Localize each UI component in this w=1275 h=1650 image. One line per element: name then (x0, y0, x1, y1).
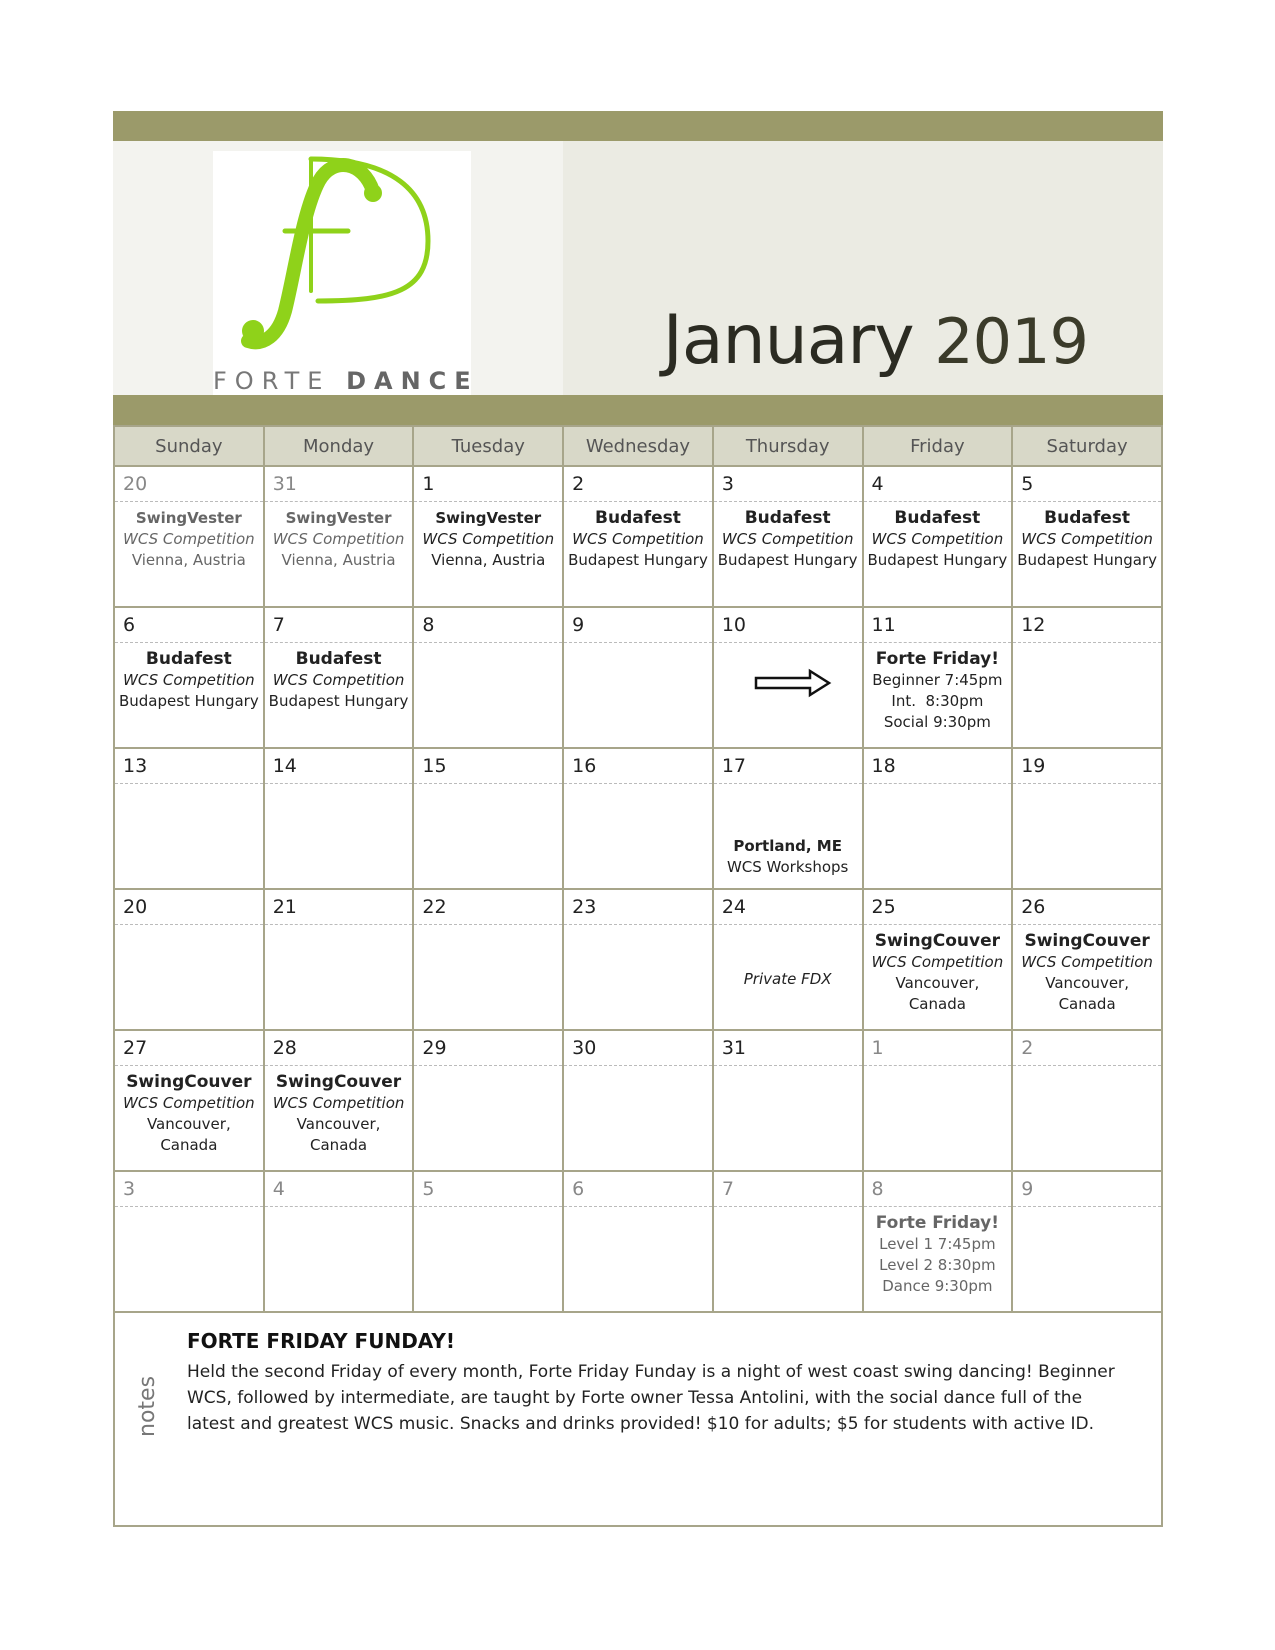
event-type: WCS Competition (123, 530, 255, 548)
event (714, 925, 862, 990)
day-number: 21 (265, 890, 413, 925)
day-cell[interactable] (863, 748, 1013, 889)
event-line: Int. 8:30pm (891, 692, 984, 710)
day-number: 28 (265, 1031, 413, 1066)
event-title: Budafest (595, 508, 681, 528)
event-title: Forte Friday! (875, 1213, 999, 1233)
week-row (114, 607, 1162, 748)
day-cell[interactable] (863, 466, 1013, 607)
notes-label: notes (135, 1375, 160, 1437)
notes-title: FORTE FRIDAY FUNDAY! (187, 1329, 455, 1353)
event-title: Budafest (1044, 508, 1131, 528)
day-number: 7 (265, 608, 413, 643)
event-line: Level 2 8:30pm (879, 1256, 996, 1274)
day-number: 16 (564, 749, 712, 784)
day-cell[interactable] (413, 466, 563, 607)
day-number: 9 (1013, 1172, 1161, 1207)
event-location: Budapest Hungary (568, 551, 708, 569)
day-cell[interactable] (114, 607, 264, 748)
day-number: 30 (564, 1031, 712, 1066)
weekday-saturday: Saturday (1012, 426, 1162, 466)
event (115, 1066, 263, 1156)
day-number: 3 (115, 1172, 263, 1207)
notes-body: Held the second Friday of every month, Forte Friday Funday is a night of west coast swing dancing! Beginner WCS, followed by intermediate, are taught by Forte owner Tessa Antolini, with the social dance full of the latest and greatest WCS music. Snacks and drinks provided! $10 for adults; $5 for students with active ID. (187, 1362, 1115, 1434)
weekday-monday: Monday (264, 426, 414, 466)
event (864, 502, 1012, 571)
day-cell[interactable] (1012, 889, 1162, 1030)
event-type: WCS Competition (871, 530, 1004, 548)
event-line: Vancouver, (146, 1115, 231, 1133)
year: 2019 (934, 305, 1088, 378)
day-cell[interactable] (563, 466, 713, 607)
month-name: January (662, 301, 914, 380)
event-line: Vancouver, (1045, 974, 1129, 992)
event-location: Budapest Hungary (268, 692, 409, 710)
day-number: 18 (864, 749, 1012, 784)
day-number: 15 (414, 749, 562, 784)
day-cell[interactable] (413, 889, 563, 1030)
week-row (114, 466, 1162, 607)
event-line: Canada (310, 1136, 368, 1154)
day-cell[interactable] (563, 748, 713, 889)
event (714, 784, 862, 878)
event-title: SwingCouver (275, 1072, 402, 1092)
day-number: 11 (864, 608, 1012, 643)
day-cell[interactable] (114, 889, 264, 1030)
event-type: WCS Competition (272, 530, 405, 548)
day-number: 19 (1013, 749, 1161, 784)
day-cell[interactable] (1012, 748, 1162, 889)
event-location: Budapest Hungary (717, 551, 858, 569)
day-cell[interactable] (713, 466, 863, 607)
day-cell[interactable] (1012, 1030, 1162, 1171)
event-line: Level 1 7:45pm (879, 1235, 996, 1253)
day-number: 4 (864, 467, 1012, 502)
forte-f-logo-icon (223, 151, 453, 356)
day-cell[interactable] (713, 889, 863, 1030)
day-number: 5 (414, 1172, 562, 1207)
header-right (563, 141, 1163, 395)
weekday-friday: Friday (863, 426, 1013, 466)
day-cell[interactable] (713, 607, 863, 748)
week-row (114, 1171, 1162, 1312)
event-line: Beginner 7:45pm (872, 671, 1003, 689)
day-number: 8 (864, 1172, 1012, 1207)
event (115, 502, 263, 571)
day-number: 31 (714, 1031, 862, 1066)
event-location: Budapest Hungary (118, 692, 259, 710)
day-number: 20 (115, 890, 263, 925)
day-cell[interactable] (863, 889, 1013, 1030)
event (864, 1207, 1012, 1297)
day-cell[interactable] (413, 1030, 563, 1171)
day-cell[interactable] (114, 466, 264, 607)
event-line: Vancouver, (895, 974, 980, 992)
event (115, 643, 263, 712)
event-type: WCS Competition (272, 1094, 405, 1112)
event-title: Portland, ME (733, 837, 842, 855)
event-location: Budapest Hungary (1017, 551, 1157, 569)
event-note: Private FDX (743, 970, 832, 988)
event (864, 925, 1012, 1015)
event (564, 502, 712, 571)
event-line: Canada (160, 1136, 218, 1154)
event-title: Forte Friday! (875, 649, 999, 669)
day-number: 9 (564, 608, 712, 643)
day-cell[interactable] (114, 1030, 264, 1171)
month-title (663, 301, 1088, 380)
event (265, 1066, 413, 1156)
day-cell[interactable] (713, 748, 863, 889)
event-line: Canada (908, 995, 966, 1013)
event-title: Budafest (145, 649, 232, 669)
event-title: Budafest (744, 508, 831, 528)
weekday-thursday: Thursday (713, 426, 863, 466)
day-cell[interactable] (264, 748, 414, 889)
mid-bar (113, 395, 1163, 425)
event-type: WCS Competition (1021, 530, 1153, 548)
day-cell[interactable] (563, 607, 713, 748)
event-type: WCS Competition (871, 953, 1004, 971)
top-bar (113, 111, 1163, 141)
day-number: 5 (1013, 467, 1161, 502)
event-line: WCS Workshops (726, 858, 849, 876)
day-cell[interactable] (413, 607, 563, 748)
day-number: 22 (414, 890, 562, 925)
day-number: 6 (564, 1172, 712, 1207)
week-row (114, 1030, 1162, 1171)
event (1013, 925, 1161, 1015)
day-number: 27 (115, 1031, 263, 1066)
event-location: Vienna, Austria (431, 551, 546, 569)
event-title: SwingCouver (874, 931, 1001, 951)
event-type: WCS Competition (572, 530, 704, 548)
event (864, 643, 1012, 733)
event-location: Budapest Hungary (867, 551, 1008, 569)
day-number: 26 (1013, 890, 1161, 925)
day-number: 13 (115, 749, 263, 784)
event-title: SwingVester (135, 509, 242, 527)
day-cell[interactable] (264, 607, 414, 748)
event-line: Social 9:30pm (883, 713, 991, 731)
day-number: 8 (414, 608, 562, 643)
day-cell[interactable] (563, 1171, 713, 1312)
event-title: SwingVester (435, 509, 542, 527)
day-cell[interactable] (863, 607, 1013, 748)
event-type: WCS Competition (422, 530, 555, 548)
event-title: SwingCouver (126, 1072, 252, 1092)
header (113, 141, 1163, 395)
day-number: 20 (115, 467, 263, 502)
day-cell[interactable] (1012, 607, 1162, 748)
event (1013, 502, 1161, 571)
event-line: Canada (1058, 995, 1116, 1013)
day-number: 25 (864, 890, 1012, 925)
weekday-wednesday: Wednesday (563, 426, 713, 466)
day-number: 29 (414, 1031, 562, 1066)
calendar-grid (113, 425, 1163, 1313)
weekday-sunday: Sunday (114, 426, 264, 466)
day-number: 2 (564, 467, 712, 502)
logo-wordmark: FORTE DANCE (213, 367, 479, 395)
day-cell[interactable] (713, 1030, 863, 1171)
event-line: Dance 9:30pm (882, 1277, 993, 1295)
weekday-tuesday: Tuesday (413, 426, 563, 466)
day-number: 7 (714, 1172, 862, 1207)
day-cell[interactable] (1012, 1171, 1162, 1312)
day-cell[interactable] (863, 1030, 1013, 1171)
event-type: WCS Competition (123, 671, 255, 689)
day-cell[interactable] (563, 1030, 713, 1171)
event-title: SwingVester (285, 509, 392, 527)
day-cell[interactable] (264, 889, 414, 1030)
day-number: 10 (714, 608, 862, 643)
week-row (114, 889, 1162, 1030)
notes-section (113, 1313, 1163, 1527)
day-cell[interactable] (264, 1030, 414, 1171)
day-number: 3 (714, 467, 862, 502)
day-cell[interactable] (713, 1171, 863, 1312)
event-type: WCS Competition (123, 1094, 255, 1112)
event (414, 502, 562, 571)
event (265, 502, 413, 571)
day-cell[interactable] (114, 748, 264, 889)
event-location: Vienna, Austria (281, 551, 396, 569)
event (714, 502, 862, 571)
day-cell[interactable] (413, 1171, 563, 1312)
calendar-page (113, 111, 1163, 1527)
day-number: 31 (265, 467, 413, 502)
day-number: 2 (1013, 1031, 1161, 1066)
day-number: 12 (1013, 608, 1161, 643)
event-type: WCS Competition (1021, 953, 1153, 971)
day-number: 14 (265, 749, 413, 784)
weekday-header-row (114, 426, 1162, 466)
day-number: 1 (414, 467, 562, 502)
day-number: 23 (564, 890, 712, 925)
day-number: 17 (714, 749, 862, 784)
header-left (113, 141, 563, 395)
day-number: 24 (714, 890, 862, 925)
day-cell[interactable] (1012, 466, 1162, 607)
event-location: Vienna, Austria (131, 551, 246, 569)
event-type: WCS Competition (272, 671, 405, 689)
right-arrow-icon (754, 668, 832, 698)
day-cell[interactable] (114, 1171, 264, 1312)
week-row (114, 748, 1162, 889)
day-cell[interactable] (264, 1171, 414, 1312)
event-type: WCS Competition (721, 530, 854, 548)
day-cell[interactable] (863, 1171, 1013, 1312)
day-cell[interactable] (563, 889, 713, 1030)
day-cell[interactable] (413, 748, 563, 889)
event-title: Budafest (894, 508, 981, 528)
day-number: 6 (115, 608, 263, 643)
event-title: SwingCouver (1024, 931, 1150, 951)
event-title: Budafest (295, 649, 382, 669)
day-number: 1 (864, 1031, 1012, 1066)
day-number: 4 (265, 1172, 413, 1207)
event-line: Vancouver, (296, 1115, 381, 1133)
forte-dance-logo (213, 151, 479, 395)
event (265, 643, 413, 712)
day-cell[interactable] (264, 466, 414, 607)
